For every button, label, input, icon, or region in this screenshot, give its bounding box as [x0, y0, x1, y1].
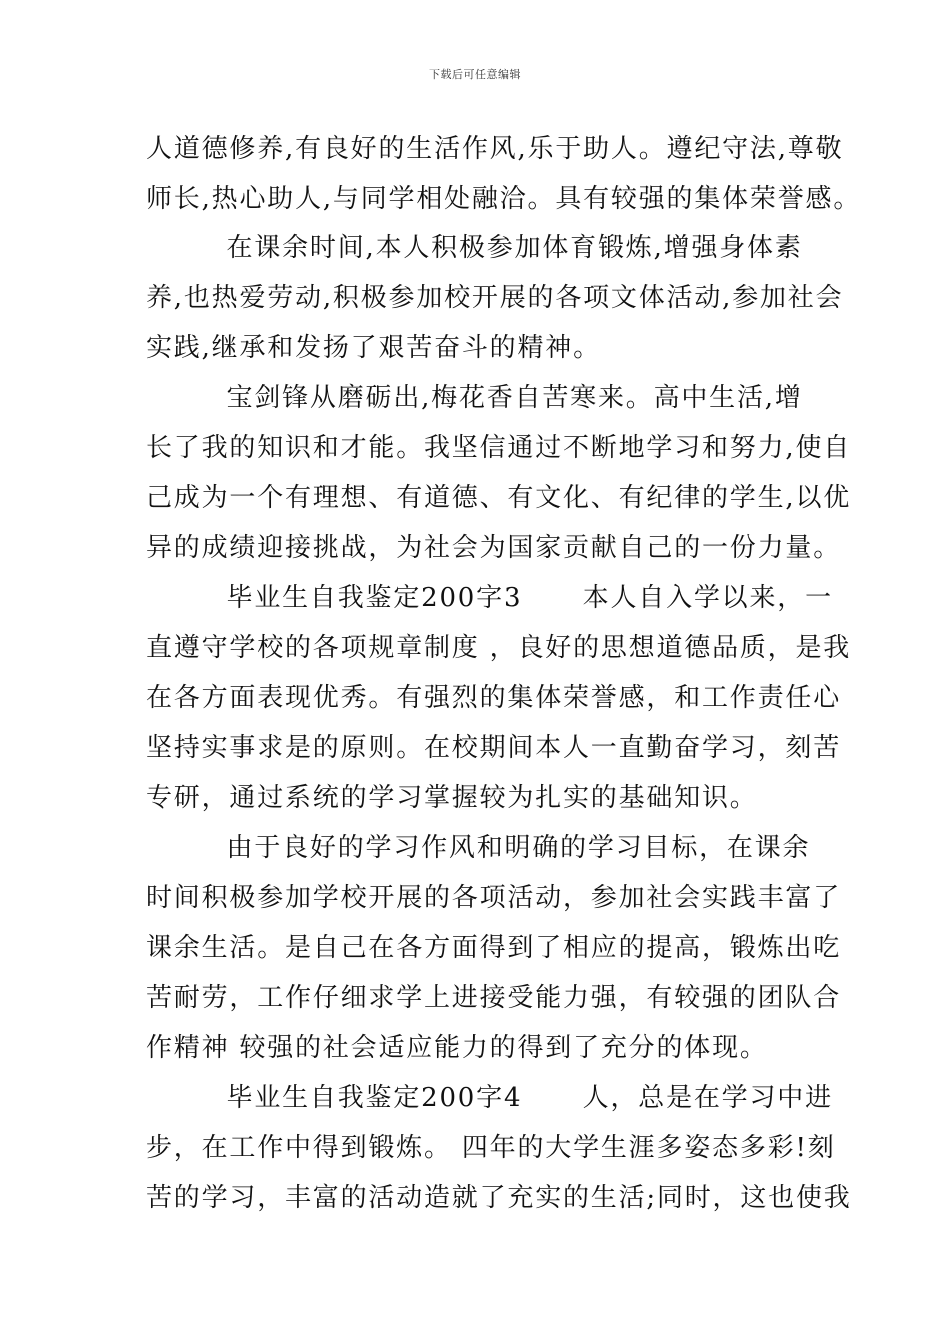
- body-line: 苦的学习，丰富的活动造就了充实的生活;同时，这也使我: [146, 1183, 852, 1213]
- body-line: 毕业生自我鉴定200字3 本人自入学以来，一: [146, 583, 833, 613]
- body-line: 毕业生自我鉴定200字4 人，总是在学习中进: [146, 1083, 833, 1113]
- body-line: 异的成绩迎接挑战，为社会为国家贡献自己的一份力量。: [146, 533, 842, 563]
- body-line: 步，在工作中得到锻炼。 四年的大学生涯多姿态多彩!刻: [146, 1133, 836, 1163]
- body-line: 作精神 较强的社会适应能力的得到了充分的体现。: [146, 1033, 768, 1063]
- body-line: 实践,继承和发扬了艰苦奋斗的精神。: [146, 333, 601, 363]
- body-line: 在课余时间,本人积极参加体育锻炼,增强身体素: [146, 233, 803, 263]
- page-header: 下载后可任意编辑: [429, 68, 521, 81]
- body-line: 课余生活。是自己在各方面得到了相应的提高，锻炼出吃: [146, 933, 842, 963]
- body-line: 长了我的知识和才能。我坚信通过不断地学习和努力,使自: [146, 433, 852, 463]
- body-line: 人道德修养,有良好的生活作风,乐于助人。遵纪守法,尊敬: [146, 134, 844, 164]
- body-line: 宝剑锋从磨砺出,梅花香自苦寒来。高中生活,增: [146, 383, 803, 413]
- body-line: 由于良好的学习作风和明确的学习目标，在课余: [146, 833, 811, 863]
- body-line: 在各方面表现优秀。有强烈的集体荣誉感，和工作责任心: [146, 683, 842, 713]
- body-line: 己成为一个有理想、有道德、有文化、有纪律的学生,以优: [146, 483, 852, 513]
- body-line: 直遵守学校的各项规章制度 ，良好的思想道德品质，是我: [146, 633, 852, 663]
- body-line: 时间积极参加学校开展的各项活动，参加社会实践丰富了: [146, 883, 842, 913]
- body-line: 专研，通过系统的学习掌握较为扎实的基础知识。: [146, 783, 758, 813]
- body-line: 苦耐劳，工作仔细求学上进接受能力强，有较强的团队合: [146, 983, 842, 1013]
- body-line: 养,也热爱劳动,积极参加校开展的各项文体活动,参加社会: [146, 283, 844, 313]
- body-line: 师长,热心助人,与同学相处融洽。具有较强的集体荣誉感。: [146, 184, 862, 214]
- body-line: 坚持实事求是的原则。在校期间本人一直勤奋学习，刻苦: [146, 733, 842, 763]
